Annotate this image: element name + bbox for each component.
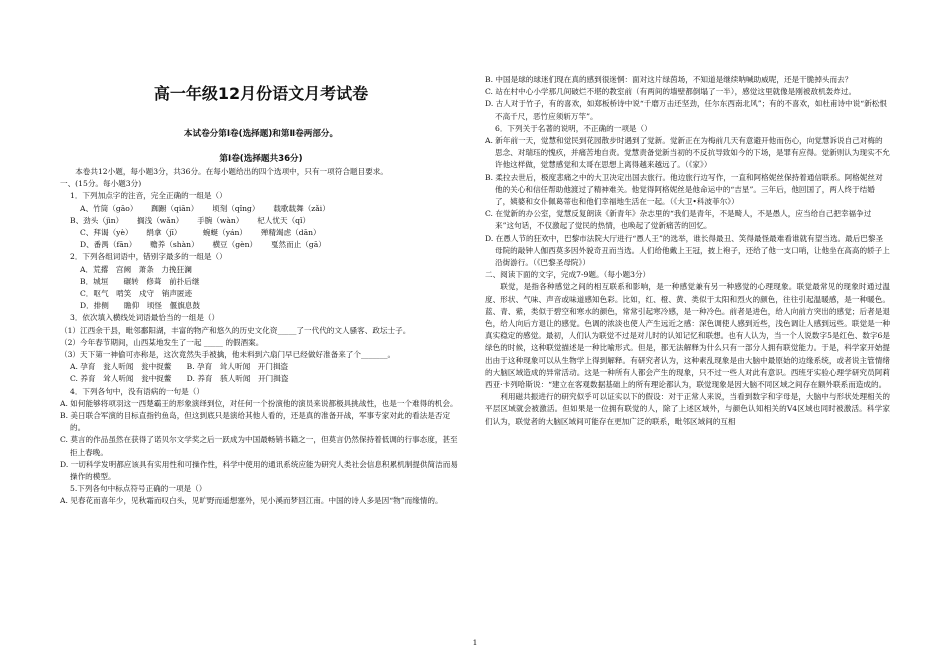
text-line: B．城垣 碾转 修葺 前扑后继 [80,276,200,286]
text-line: 联觉，是指各种感觉之间的相互联系和影响，是一种感觉兼有另一种感觉的心理现象。联觉最常见的现象时通过温度、形状、气味、声音或味道感知色彩。比如，红、橙、黄、类似于太阳和烈火的颜色，往往引起温暖感，是一种暖色。蓝、青、紫，类似于碧空和寒水的颜色，常常引起寒冷感，是一种冷色。前者是进色，给人向前方突出的感觉；后者是退色，给人向后方退让的感觉。色调的浓淡也使人产生远近之感：深色调使人感到近些，浅色调让人感到远些。联觉是一种真实稳定的感觉。最初，人们认为联觉不过是对儿时的认知记忆和联想。也有人认为，当一个人说数字5是红色、数字6是绿色的时候，这种联觉描述是一种比喻形式。但是，都无法解释为什么只有一部分人拥有联觉能力。于是，科学家开始提出由于这种现象可以从生物学上得到解释。有研究者认为，这种素乱现象是由大脑中最原始的边缘系统，或者说主管情绪的大脑区域造成的异常活动。这是一种所有人都会产生的现象，只不过一些人对此有意识。西班牙实验心理学研究员阿莉西亚·卡列哈斯说：“建立在客观数据基础上的所有理论都认为，联觉现象是因大脑不同区域之间存在额外联系而造成的。 [485,282,890,390]
text-line: B、劲头（jìn） 搁浅（wǎn） 手腕（wàn） 杞人忧天（qǐ） [70,215,311,225]
text-line: （3）天下第一神偷可亦称是，这次竟然失手被擒，他未料到六扇门早已经做好准备来了个_______。 [60,350,396,360]
page-number: 1 [472,638,478,647]
text-line: 利用磁共振进行的研究似乎可以证实以下的假设：对于正常人来说，当看到数字和字母是，大脑中与形状处理相关的平层区域就会被激活。但如果是一位拥有联觉的人，除了上述区域外，与颜色认知相关的V4区域也同时被激活。科学家们认为，联觉者的大脑区域间可能存在更加广泛的联系，毗邻区域间的互相 [485,392,890,426]
text-line: C. 站在村中心小学那几间破烂不堪的教室前（有两间的墙壁都倒塌了一半），感觉这里就像是刚被敌机轰炸过。 [485,87,857,97]
text-line: A、竹筒（gāo） 踟蹰（qiān） 顷刻（qǐng） 载歌载舞（zǎi） [80,203,330,213]
text-line: 5.下列各句中标点符号正确的一项是（） [70,484,207,494]
text-line: 本卷共12小题，每小题3分，共36分。在每小题给出的四个选项中，只有一项符合题目要求。 [75,167,388,176]
text-line: C. 养育 耸人听闻 瓮中捉鳖 D. 养育 骇人听闻 开门揖盗 [70,374,289,384]
text-line: C. 在觉新的办公室，觉慧反复朗读《新青年》杂志里的“我们是青年，不是畸人，不是愚人，应当给自己把幸福争过来”这句话，不仅激起了觉民的热情，也唤起了觉新痛苦的回忆。 [485,209,872,231]
text-line: 3．依次填入横线处词语最恰当的一组是（） [70,313,220,323]
text-line: 6．下列关于名著的说明，不正确的一项是（） [495,123,652,133]
text-line: A. 如何能够将项羽这一西楚霸王的形象演绎到位，对任何一个扮演他的演员来说都极具挑战性，也是一个难得的机会。 [60,398,458,408]
text-line: A. 见春花而喜年少，见秋霜而叹白头，见旷野而遥想塞外，见小溪而梦回江南。中国的诗人多是因“物”而缘情的。 [60,496,443,506]
text-line: D．排侧 瞻仰 顷怪 偃旗息鼓 [80,301,200,311]
text-line: B. 中国是球的球迷们现在真的感到很迷惘：面对这片绿茵场，不知道是继续呐喊助威呢，还是干脆掉头而去？ [485,75,853,84]
text-line: A．荒撂 宫阙 萧条 力挽狂澜 [80,264,192,274]
text-line: （1）江西余干县，毗邻鄱阳湖，丰富的物产和悠久的历史文化资_____了一代代的文人骚客、政坛士子。 [60,325,411,335]
text-line: D. 古人对于竹子，有的喜欢，如郑板桥诗中说“千磨万击还坚劲，任尔东西南北风”；有的不喜欢，如杜甫诗中说“新松恨不高千尺，恶竹应须斩万竿”。 [485,99,887,121]
text-line: A. 新年前一天，觉慧和觉民到花园散步时遇到了觉新。觉新正在为梅前几天有意避开他而伤心，向觉慧诉说自己对梅的思念、对瑞珏的愧疚，并痛苦地自责。觉慧责备觉新当初的不反抗导致如今的下场，是罪有应得。觉新则认为现实不允许他这样做，觉慧感觉和太哥在思想上离得越来越远了。（《家》） [485,136,890,170]
page-title: 高一年级12月份语文月考试卷 [153,84,369,103]
text-line: 二、阅读下面的文字，完成7-9题。（每小题3分） [485,270,651,280]
text-line: C、拜谒（yè） 绢拿（jī） 蜿蜒（yán） 殚精竭虑（dān） [80,228,321,238]
right-text-body [485,74,890,428]
text-line: C．呕气 啃笑 戍守 销声匿迹 [80,289,193,299]
text-line: A. 孕育 瓮人听闻 瓮中捉鳖 B. 孕育 耸人听闻 开门揖盗 [70,362,289,372]
left-column [60,0,462,508]
text-line: 一、(15分。每小题3分) [60,179,142,189]
text-line: 1．下列加点字的注音，完全正确的一组是（） [70,191,227,201]
text-line: B. 美日联合军演的目标直指钓鱼岛，但这到底只是演给其他人看的，还是真的准备开战，军事专家对此的看法是否定的。 [60,411,451,433]
text-line: B. 柔拉去世后，极度悲痛之中的大卫决定出国去旅行。他边旅行边写作，一直和阿格妮丝保持着通信联系。阿格妮丝对他的关心和信任帮助他渡过了精神难关。他觉得阿格妮丝是他命运中的“吉星”。三年后，他回国了，两人终于结婚了，姨婆和女仆佩葛蒂也和他们幸福地生活在一起。（《大卫•科波菲尔》） [485,172,883,207]
text-line: D、番禺（fān） 赡养（shàn） 横豆（gèn） 戛然而止（gā） [80,240,326,250]
text-line: 2．下列各组词语中，错别字最多的一组是（） [70,252,227,262]
right-column [485,74,890,428]
section-title: 第Ⅰ卷(选择题共36分) [219,154,303,164]
text-line: C. 莫言的作品虽然在获得了诺贝尔文学奖之后一跃成为中国最畅销书籍之一，但莫言仍然保持着低调的行事态度，甚至拒上春晚。 [60,435,458,457]
text-line: D. 在愚人节的狂欢中，巴黎市法院大厅进行“愚人王”的选举，谁长得最丑、笑得最怪最难看谁就有望当选。最后巴黎圣母院的敲钟人伽西莫多因外貌奇丑而当选。人们给他戴上王冠，披上袍子，还给了他一支口哨，让他坐在高高的轿子上沿街游行。（《巴黎圣母院》） [485,233,890,268]
left-text-body [60,166,462,508]
text-line: D. 一切科学发明都应该具有实用性和可操作性，科学中使用的通讯系统应能为研究人类社会信息积累机制提供简洁而易操作的模型。 [60,459,458,482]
exam-subtitle: 本试卷分第Ⅰ卷(选择题)和第Ⅱ卷两部分。 [183,129,339,139]
text-line: 4．下列各句中，没有语病的一句是（） [70,386,204,396]
text-line: （2）今年春节期间，山西某地发生了一起 _____ 的假酒案。 [60,337,264,347]
